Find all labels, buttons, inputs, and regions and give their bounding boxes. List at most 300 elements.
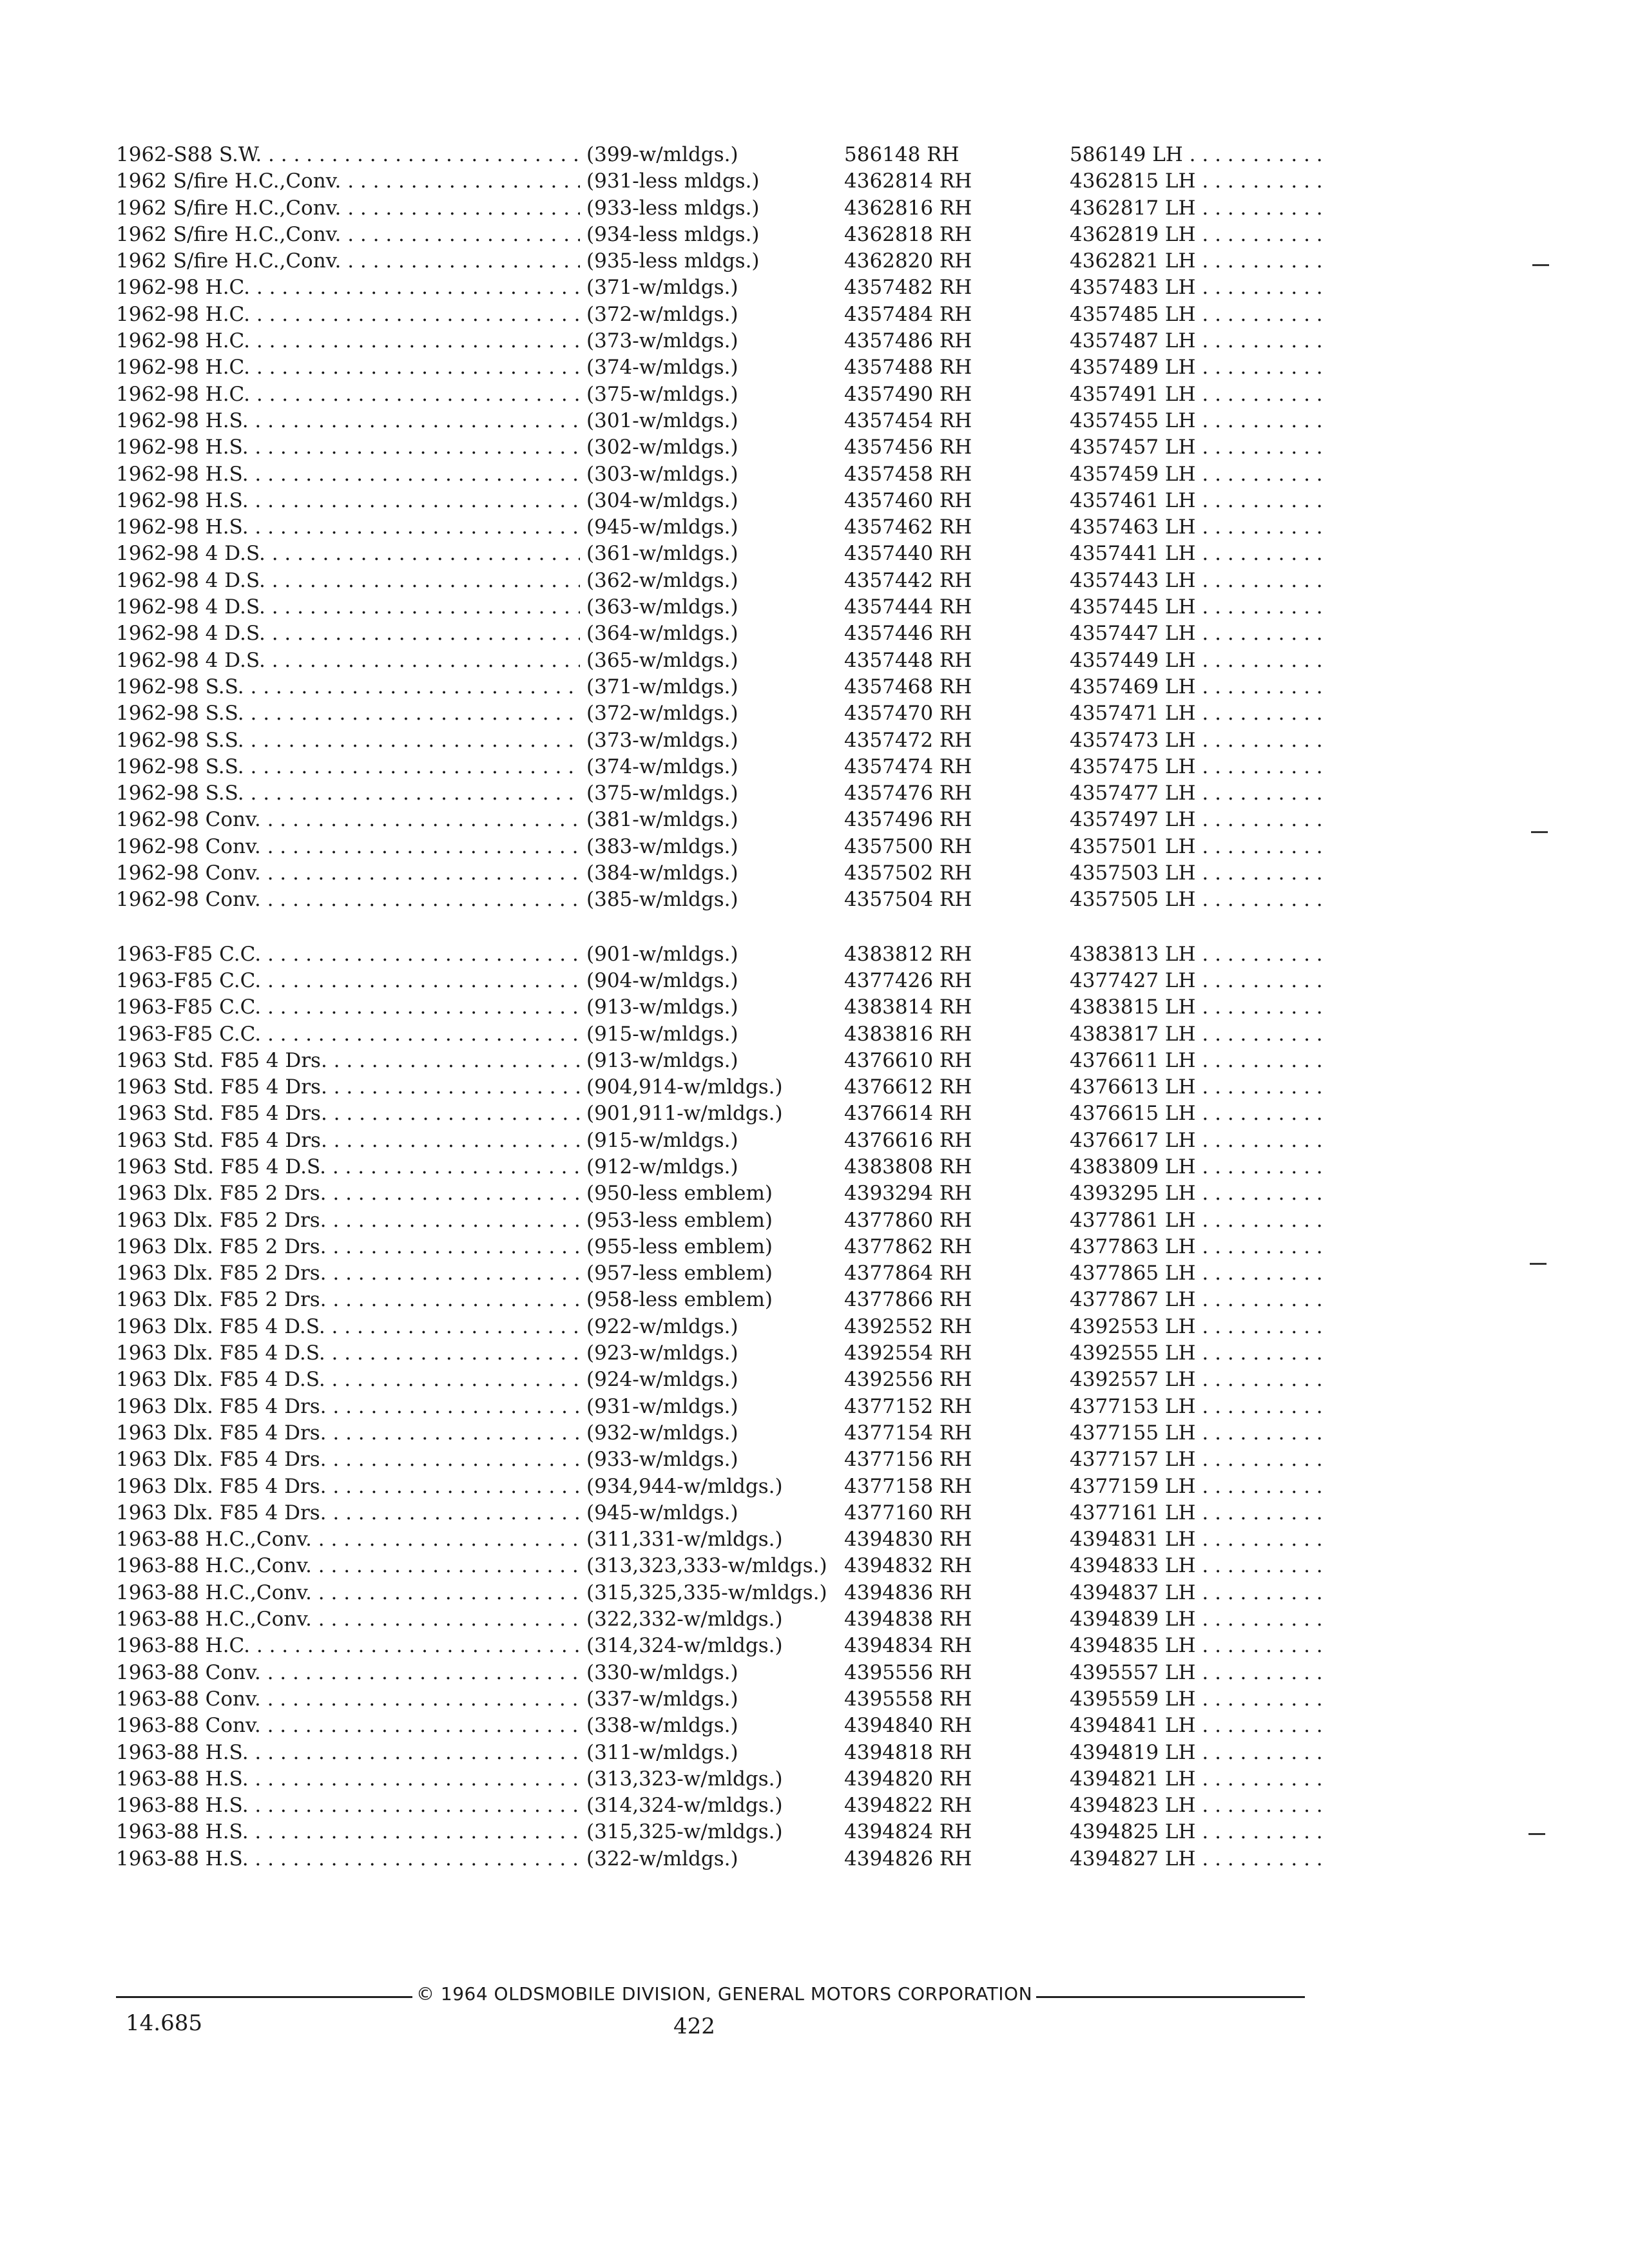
- rh-part-number: 4357456 RH: [844, 436, 972, 459]
- rh-part-number: 4377426 RH: [844, 968, 972, 992]
- rh-part-number: 4362814 RH: [844, 169, 972, 193]
- table-row: [116, 1580, 1340, 1606]
- table-row: [116, 1686, 1340, 1713]
- description-cell: (375-w/mldgs.): [586, 782, 738, 805]
- table-row: [116, 968, 1340, 994]
- rh-part-number: 4394822 RH: [844, 1794, 972, 1818]
- rh-part-number: 4357460 RH: [844, 488, 972, 512]
- model-cell: 1963-88 H.S. . . .: [116, 1740, 580, 1766]
- table-row: [116, 941, 1340, 968]
- lh-part-number: 4383809 LH . . .: [1070, 1154, 1327, 1180]
- model-cell: 1963 Dlx. F85 4 Drs. . . .: [116, 1500, 580, 1526]
- rh-part-number: 4357472 RH: [844, 728, 972, 752]
- model-cell: 1963 Std. F85 4 D.S. . . .: [116, 1154, 580, 1180]
- description-cell: (371-w/mldgs.): [586, 276, 738, 300]
- model-cell: 1963 Dlx. F85 4 Drs. . . .: [116, 1446, 580, 1473]
- table-row: [116, 1526, 1340, 1553]
- table-row: [116, 887, 1340, 913]
- model-cell: 1963-88 H.C.,Conv. . . .: [116, 1580, 580, 1606]
- table-row: [116, 1766, 1340, 1792]
- model-cell: 1962-98 4 D.S. . . .: [116, 568, 580, 594]
- table-row: [116, 860, 1340, 887]
- description-cell: (337-w/mldgs.): [586, 1687, 738, 1711]
- lh-part-number: 4357491 LH . . .: [1070, 381, 1327, 408]
- rh-part-number: 4394840 RH: [844, 1714, 972, 1738]
- rh-part-number: 4362818 RH: [844, 222, 972, 246]
- lh-part-number: 4357473 LH . . .: [1070, 727, 1327, 754]
- rh-part-number: 4357440 RH: [844, 542, 972, 566]
- description-cell: (322,332-w/mldgs.): [586, 1608, 783, 1631]
- model-cell: 1963-88 H.C. . . .: [116, 1633, 580, 1659]
- model-cell: 1963 Dlx. F85 4 Drs. . . .: [116, 1420, 580, 1446]
- lh-part-number: 4357475 LH . . .: [1070, 754, 1327, 780]
- table-row: [116, 168, 1340, 195]
- description-cell: (953-less emblem): [586, 1208, 773, 1232]
- model-cell: 1962-98 H.S. . . .: [116, 461, 580, 488]
- table-row: [116, 1314, 1340, 1340]
- model-cell: 1962-98 H.C. . . .: [116, 354, 580, 381]
- description-cell: (301-w/mldgs.): [586, 408, 738, 432]
- lh-part-number: 4393295 LH . . .: [1070, 1180, 1327, 1207]
- description-cell: (364-w/mldgs.): [586, 622, 738, 646]
- model-cell: 1962-98 H.S. . . .: [116, 408, 580, 434]
- description-cell: (913-w/mldgs.): [586, 995, 738, 1019]
- table-row: [116, 674, 1340, 700]
- description-cell: (363-w/mldgs.): [586, 595, 738, 619]
- model-cell: 1962-98 4 D.S. . . .: [116, 594, 580, 620]
- lh-part-number: 4362815 LH . . .: [1070, 168, 1327, 195]
- description-cell: (958-less emblem): [586, 1288, 773, 1312]
- model-cell: 1962-98 S.S. . . .: [116, 727, 580, 754]
- rh-part-number: 586148 RH: [844, 143, 959, 166]
- rh-part-number: 4357454 RH: [844, 408, 972, 432]
- lh-part-number: 4362817 LH . . .: [1070, 195, 1327, 222]
- model-cell: 1963 Dlx. F85 2 Drs. . . .: [116, 1234, 580, 1260]
- rh-part-number: 4357474 RH: [844, 754, 972, 778]
- table-row: [116, 461, 1340, 488]
- lh-part-number: 4377155 LH . . .: [1070, 1420, 1327, 1446]
- lh-part-number: 4362821 LH . . .: [1070, 248, 1327, 274]
- model-cell: 1963 Dlx. F85 4 Drs. . . .: [116, 1474, 580, 1500]
- rh-part-number: 4393294 RH: [844, 1182, 972, 1206]
- model-cell: 1962-98 H.C. . . .: [116, 328, 580, 354]
- table-row: [116, 1713, 1340, 1739]
- lh-part-number: 4394827 LH . . .: [1070, 1846, 1327, 1872]
- description-cell: (373-w/mldgs.): [586, 329, 738, 353]
- table-row: [116, 1207, 1340, 1234]
- rh-part-number: 4357482 RH: [844, 276, 972, 300]
- model-cell: 1963-88 H.S. . . .: [116, 1819, 580, 1845]
- rh-part-number: 4376612 RH: [844, 1075, 972, 1099]
- model-cell: 1963-88 H.C.,Conv. . . .: [116, 1553, 580, 1579]
- description-cell: (383-w/mldgs.): [586, 834, 738, 858]
- model-cell: 1963 Dlx. F85 2 Drs. . . .: [116, 1180, 580, 1207]
- description-cell: (904-w/mldgs.): [586, 968, 738, 992]
- model-cell: 1963 Dlx. F85 4 D.S. . . .: [116, 1340, 580, 1367]
- rh-part-number: 4392552 RH: [844, 1314, 972, 1338]
- model-cell: 1962-98 H.S. . . .: [116, 434, 580, 461]
- lh-part-number: 4377865 LH . . .: [1070, 1260, 1327, 1287]
- description-cell: (945-w/mldgs.): [586, 1501, 738, 1524]
- description-cell: (338-w/mldgs.): [586, 1714, 738, 1738]
- model-cell: 1962-98 4 D.S. . . .: [116, 541, 580, 567]
- lh-part-number: 4377867 LH . . .: [1070, 1287, 1327, 1313]
- table-row: [116, 1819, 1340, 1845]
- rh-part-number: 4376614 RH: [844, 1102, 972, 1126]
- table-row: [116, 700, 1340, 727]
- rh-part-number: 4362820 RH: [844, 249, 972, 273]
- description-cell: (374-w/mldgs.): [586, 356, 738, 380]
- description-cell: (934,944-w/mldgs.): [586, 1474, 783, 1498]
- margin-mark: [1528, 1833, 1545, 1835]
- table-row: [116, 514, 1340, 541]
- description-cell: (915-w/mldgs.): [586, 1022, 738, 1046]
- lh-part-number: 4357449 LH . . .: [1070, 648, 1327, 674]
- description-cell: (381-w/mldgs.): [586, 808, 738, 832]
- table-row: [116, 1287, 1340, 1313]
- description-cell: (315,325-w/mldgs.): [586, 1820, 783, 1844]
- lh-part-number: 4392557 LH . . .: [1070, 1367, 1327, 1393]
- table-row: [116, 620, 1340, 647]
- model-cell: 1963-88 Conv. . . .: [116, 1686, 580, 1713]
- description-cell: (365-w/mldgs.): [586, 648, 738, 672]
- lh-part-number: 4357471 LH . . .: [1070, 700, 1327, 727]
- rh-part-number: 4377154 RH: [844, 1421, 972, 1445]
- description-cell: (912-w/mldgs.): [586, 1155, 738, 1178]
- description-cell: (361-w/mldgs.): [586, 542, 738, 566]
- description-cell: (304-w/mldgs.): [586, 488, 738, 512]
- table-row: [116, 1260, 1340, 1287]
- description-cell: (923-w/mldgs.): [586, 1341, 738, 1365]
- description-cell: (931-w/mldgs.): [586, 1394, 738, 1418]
- lh-part-number: 4377153 LH . . .: [1070, 1394, 1327, 1420]
- lh-part-number: 4357459 LH . . .: [1070, 461, 1327, 488]
- lh-part-number: 4377161 LH . . .: [1070, 1500, 1327, 1526]
- lh-part-number: 4357503 LH . . .: [1070, 860, 1327, 887]
- description-cell: (955-less emblem): [586, 1235, 773, 1258]
- lh-part-number: 4376615 LH . . .: [1070, 1100, 1327, 1127]
- lh-part-number: 4394833 LH . . .: [1070, 1553, 1327, 1579]
- description-cell: (934-less mldgs.): [586, 222, 760, 246]
- model-cell: 1963 Dlx. F85 2 Drs. . . .: [116, 1207, 580, 1234]
- rh-part-number: 4357504 RH: [844, 888, 972, 912]
- model-cell: 1963 Dlx. F85 4 D.S. . . .: [116, 1314, 580, 1340]
- rh-part-number: 4394820 RH: [844, 1767, 972, 1791]
- model-cell: 1963 Dlx. F85 2 Drs. . . .: [116, 1260, 580, 1287]
- table-row: [116, 1846, 1340, 1872]
- description-cell: (933-w/mldgs.): [586, 1448, 738, 1472]
- table-row: [116, 222, 1340, 248]
- rh-part-number: 4377862 RH: [844, 1235, 972, 1258]
- table-row: [116, 834, 1340, 860]
- table-row: [116, 1234, 1340, 1260]
- rh-part-number: 4394838 RH: [844, 1608, 972, 1631]
- lh-part-number: 4357457 LH . . .: [1070, 434, 1327, 461]
- table-row: [116, 994, 1340, 1021]
- model-cell: 1963-88 H.C.,Conv. . . .: [116, 1526, 580, 1553]
- description-cell: (374-w/mldgs.): [586, 754, 738, 778]
- description-cell: (322-w/mldgs.): [586, 1847, 738, 1870]
- rh-part-number: 4377160 RH: [844, 1501, 972, 1524]
- rh-part-number: 4394836 RH: [844, 1581, 972, 1604]
- rh-part-number: 4377866 RH: [844, 1288, 972, 1312]
- model-cell: 1963-F85 C.C. . . .: [116, 941, 580, 968]
- rh-part-number: 4357458 RH: [844, 462, 972, 486]
- rh-part-number: 4357442 RH: [844, 568, 972, 592]
- description-cell: (315,325,335-w/mldgs.): [586, 1581, 827, 1604]
- model-cell: 1962-98 H.S. . . .: [116, 488, 580, 514]
- model-cell: 1963-88 H.S. . . .: [116, 1792, 580, 1819]
- description-cell: (362-w/mldgs.): [586, 568, 738, 592]
- description-cell: (303-w/mldgs.): [586, 462, 738, 486]
- table-row: [116, 1633, 1340, 1659]
- model-cell: 1963 Std. F85 4 Drs. . . .: [116, 1074, 580, 1100]
- model-cell: 1963-88 H.C.,Conv. . . .: [116, 1606, 580, 1633]
- model-cell: 1962-98 4 D.S. . . .: [116, 620, 580, 647]
- description-cell: (922-w/mldgs.): [586, 1314, 738, 1338]
- description-cell: (313,323,333-w/mldgs.): [586, 1554, 827, 1578]
- lh-part-number: 4377157 LH . . .: [1070, 1446, 1327, 1473]
- rh-part-number: 4392556 RH: [844, 1368, 972, 1392]
- rh-part-number: 4376616 RH: [844, 1128, 972, 1152]
- rh-part-number: 4357488 RH: [844, 356, 972, 380]
- description-cell: (373-w/mldgs.): [586, 728, 738, 752]
- lh-part-number: 4357485 LH . . .: [1070, 302, 1327, 328]
- table-row: [116, 248, 1340, 274]
- table-row: [116, 1048, 1340, 1074]
- model-cell: 1962-98 H.C. . . .: [116, 381, 580, 408]
- parts-list: [116, 142, 1340, 1872]
- rh-part-number: 4357484 RH: [844, 302, 972, 326]
- model-cell: 1963 Std. F85 4 Drs. . . .: [116, 1128, 580, 1154]
- rh-part-number: 4357490 RH: [844, 382, 972, 406]
- description-cell: (901,911-w/mldgs.): [586, 1102, 783, 1126]
- rh-part-number: 4395556 RH: [844, 1660, 972, 1684]
- description-cell: (933-less mldgs.): [586, 196, 760, 220]
- rh-part-number: 4394826 RH: [844, 1847, 972, 1870]
- model-cell: 1962-98 S.S. . . .: [116, 754, 580, 780]
- lh-part-number: 4383815 LH . . .: [1070, 994, 1327, 1021]
- description-cell: (924-w/mldgs.): [586, 1368, 738, 1392]
- model-cell: 1962-98 S.S. . . .: [116, 700, 580, 727]
- model-cell: 1962-98 4 D.S. . . .: [116, 648, 580, 674]
- model-cell: 1962-98 Conv. . . .: [116, 887, 580, 913]
- description-cell: (913-w/mldgs.): [586, 1048, 738, 1072]
- rh-part-number: 4394824 RH: [844, 1820, 972, 1844]
- description-cell: (904,914-w/mldgs.): [586, 1075, 783, 1099]
- model-cell: 1962-98 H.S. . . .: [116, 514, 580, 541]
- table-row: [116, 328, 1340, 354]
- lh-part-number: 4357477 LH . . .: [1070, 780, 1327, 807]
- model-cell: 1962-98 Conv. . . .: [116, 834, 580, 860]
- model-cell: 1963-88 Conv. . . .: [116, 1713, 580, 1739]
- rh-part-number: 4383812 RH: [844, 942, 972, 966]
- lh-part-number: 4357483 LH . . .: [1070, 274, 1327, 301]
- rh-part-number: 4377860 RH: [844, 1208, 972, 1232]
- model-cell: 1963-88 H.S. . . .: [116, 1846, 580, 1872]
- rh-part-number: 4392554 RH: [844, 1341, 972, 1365]
- description-cell: (371-w/mldgs.): [586, 675, 738, 698]
- table-row: [116, 1446, 1340, 1473]
- rh-part-number: 4377156 RH: [844, 1448, 972, 1472]
- lh-part-number: 4357463 LH . . .: [1070, 514, 1327, 541]
- lh-part-number: 4357441 LH . . .: [1070, 541, 1327, 567]
- lh-part-number: 4395557 LH . . .: [1070, 1660, 1327, 1686]
- table-row: [116, 142, 1340, 168]
- rh-part-number: 4383808 RH: [844, 1155, 972, 1178]
- table-row: [116, 1340, 1340, 1367]
- lh-part-number: 4394823 LH . . .: [1070, 1792, 1327, 1819]
- table-row: [116, 1792, 1340, 1819]
- description-cell: (313,323-w/mldgs.): [586, 1767, 783, 1791]
- rh-part-number: 4357486 RH: [844, 329, 972, 353]
- lh-part-number: 4394821 LH . . .: [1070, 1766, 1327, 1792]
- lh-part-number: 4394831 LH . . .: [1070, 1526, 1327, 1553]
- rh-part-number: 4395558 RH: [844, 1687, 972, 1711]
- table-row: [116, 1420, 1340, 1446]
- table-row: [116, 568, 1340, 594]
- table-row: [116, 1553, 1340, 1579]
- lh-part-number: 4394839 LH . . .: [1070, 1606, 1327, 1633]
- table-row: [116, 1021, 1340, 1048]
- description-cell: (932-w/mldgs.): [586, 1421, 738, 1445]
- table-row: [116, 354, 1340, 381]
- model-cell: 1962-98 S.S. . . .: [116, 674, 580, 700]
- model-cell: 1962 S/fire H.C.,Conv. . . .: [116, 222, 580, 248]
- lh-part-number: 4357469 LH . . .: [1070, 674, 1327, 700]
- model-cell: 1962-98 S.S. . . .: [116, 780, 580, 807]
- description-cell: (945-w/mldgs.): [586, 515, 738, 539]
- lh-part-number: 4392553 LH . . .: [1070, 1314, 1327, 1340]
- description-cell: (372-w/mldgs.): [586, 702, 738, 726]
- rh-part-number: 4394832 RH: [844, 1554, 972, 1578]
- copyright-notice: © 1964 OLDSMOBILE DIVISION, GENERAL MOTORS CORPORATION: [412, 1983, 1036, 2004]
- rh-part-number: 4357462 RH: [844, 515, 972, 539]
- rh-part-number: 4377158 RH: [844, 1474, 972, 1498]
- table-row: [116, 1500, 1340, 1526]
- table-row: [116, 302, 1340, 328]
- model-cell: 1963-88 Conv. . . .: [116, 1660, 580, 1686]
- table-row: [116, 594, 1340, 620]
- margin-mark: [1531, 831, 1548, 833]
- rh-part-number: 4376610 RH: [844, 1048, 972, 1072]
- table-row: [116, 1474, 1340, 1500]
- rh-part-number: 4377152 RH: [844, 1394, 972, 1418]
- description-cell: (311,331-w/mldgs.): [586, 1528, 783, 1552]
- lh-part-number: 4357505 LH . . .: [1070, 887, 1327, 913]
- table-row: [116, 408, 1340, 434]
- lh-part-number: 4376613 LH . . .: [1070, 1074, 1327, 1100]
- rh-part-number: 4357476 RH: [844, 782, 972, 805]
- lh-part-number: 4357443 LH . . .: [1070, 568, 1327, 594]
- model-cell: 1962-98 H.C. . . .: [116, 302, 580, 328]
- table-row: [116, 1180, 1340, 1207]
- table-row: [116, 648, 1340, 674]
- rh-part-number: 4362816 RH: [844, 196, 972, 220]
- lh-part-number: 4357497 LH . . .: [1070, 807, 1327, 833]
- rh-part-number: 4357446 RH: [844, 622, 972, 646]
- model-cell: 1962-98 H.C. . . .: [116, 274, 580, 301]
- table-row: [116, 1100, 1340, 1127]
- lh-part-number: 4395559 LH . . .: [1070, 1686, 1327, 1713]
- rh-part-number: 4357496 RH: [844, 808, 972, 832]
- lh-part-number: 4377159 LH . . .: [1070, 1474, 1327, 1500]
- description-cell: (372-w/mldgs.): [586, 302, 738, 326]
- page-code: 14.685: [126, 2010, 202, 2036]
- table-row: [116, 434, 1340, 461]
- page-number: 422: [673, 2013, 715, 2039]
- rh-part-number: 4357468 RH: [844, 675, 972, 698]
- description-cell: (375-w/mldgs.): [586, 382, 738, 406]
- description-cell: (302-w/mldgs.): [586, 436, 738, 459]
- rh-part-number: 4357444 RH: [844, 595, 972, 619]
- lh-part-number: 4357487 LH . . .: [1070, 328, 1327, 354]
- lh-part-number: 4357455 LH . . .: [1070, 408, 1327, 434]
- model-cell: 1963-F85 C.C. . . .: [116, 994, 580, 1021]
- rh-part-number: 4383814 RH: [844, 995, 972, 1019]
- description-cell: (385-w/mldgs.): [586, 888, 738, 912]
- model-cell: 1963 Dlx. F85 4 D.S. . . .: [116, 1367, 580, 1393]
- table-row: [116, 807, 1340, 833]
- rh-part-number: 4394834 RH: [844, 1634, 972, 1658]
- lh-part-number: 4357489 LH . . .: [1070, 354, 1327, 381]
- table-row: [116, 780, 1340, 807]
- table-row: [116, 195, 1340, 222]
- lh-part-number: 4383813 LH . . .: [1070, 941, 1327, 968]
- rh-part-number: 4383816 RH: [844, 1022, 972, 1046]
- model-cell: 1962 S/fire H.C.,Conv. . . .: [116, 195, 580, 222]
- lh-part-number: 586149 LH . . .: [1070, 142, 1327, 168]
- lh-part-number: 4357461 LH . . .: [1070, 488, 1327, 514]
- description-cell: (314,324-w/mldgs.): [586, 1794, 783, 1818]
- table-row: [116, 488, 1340, 514]
- table-row: [116, 1606, 1340, 1633]
- table-row: [116, 727, 1340, 754]
- description-cell: (399-w/mldgs.): [586, 143, 738, 166]
- lh-part-number: 4383817 LH . . .: [1070, 1021, 1327, 1048]
- model-cell: 1963 Dlx. F85 2 Drs. . . .: [116, 1287, 580, 1313]
- rh-part-number: 4357470 RH: [844, 702, 972, 726]
- model-cell: 1962-S88 S.W. . . .: [116, 142, 580, 168]
- model-cell: 1963 Std. F85 4 Drs. . . .: [116, 1048, 580, 1074]
- description-cell: (314,324-w/mldgs.): [586, 1634, 783, 1658]
- table-row: [116, 1128, 1340, 1154]
- model-cell: 1963-88 H.S. . . .: [116, 1766, 580, 1792]
- description-cell: (950-less emblem): [586, 1182, 773, 1206]
- table-row: [116, 1367, 1340, 1393]
- description-cell: (935-less mldgs.): [586, 249, 760, 273]
- table-row: [116, 541, 1340, 567]
- rh-part-number: 4357500 RH: [844, 834, 972, 858]
- table-row: [116, 754, 1340, 780]
- margin-mark: [1532, 264, 1549, 266]
- lh-part-number: 4394841 LH . . .: [1070, 1713, 1327, 1739]
- margin-mark: [1530, 1263, 1547, 1265]
- table-row: [116, 1394, 1340, 1420]
- lh-part-number: 4357447 LH . . .: [1070, 620, 1327, 647]
- table-row: [116, 381, 1340, 408]
- lh-part-number: 4394837 LH . . .: [1070, 1580, 1327, 1606]
- table-row: [116, 1740, 1340, 1766]
- table-row: [116, 274, 1340, 301]
- model-cell: 1962-98 Conv. . . .: [116, 807, 580, 833]
- lh-part-number: 4392555 LH . . .: [1070, 1340, 1327, 1367]
- model-cell: 1962 S/fire H.C.,Conv. . . .: [116, 248, 580, 274]
- lh-part-number: 4377861 LH . . .: [1070, 1207, 1327, 1234]
- model-cell: 1962 S/fire H.C.,Conv. . . .: [116, 168, 580, 195]
- lh-part-number: 4377427 LH . . .: [1070, 968, 1327, 994]
- lh-part-number: 4357501 LH . . .: [1070, 834, 1327, 860]
